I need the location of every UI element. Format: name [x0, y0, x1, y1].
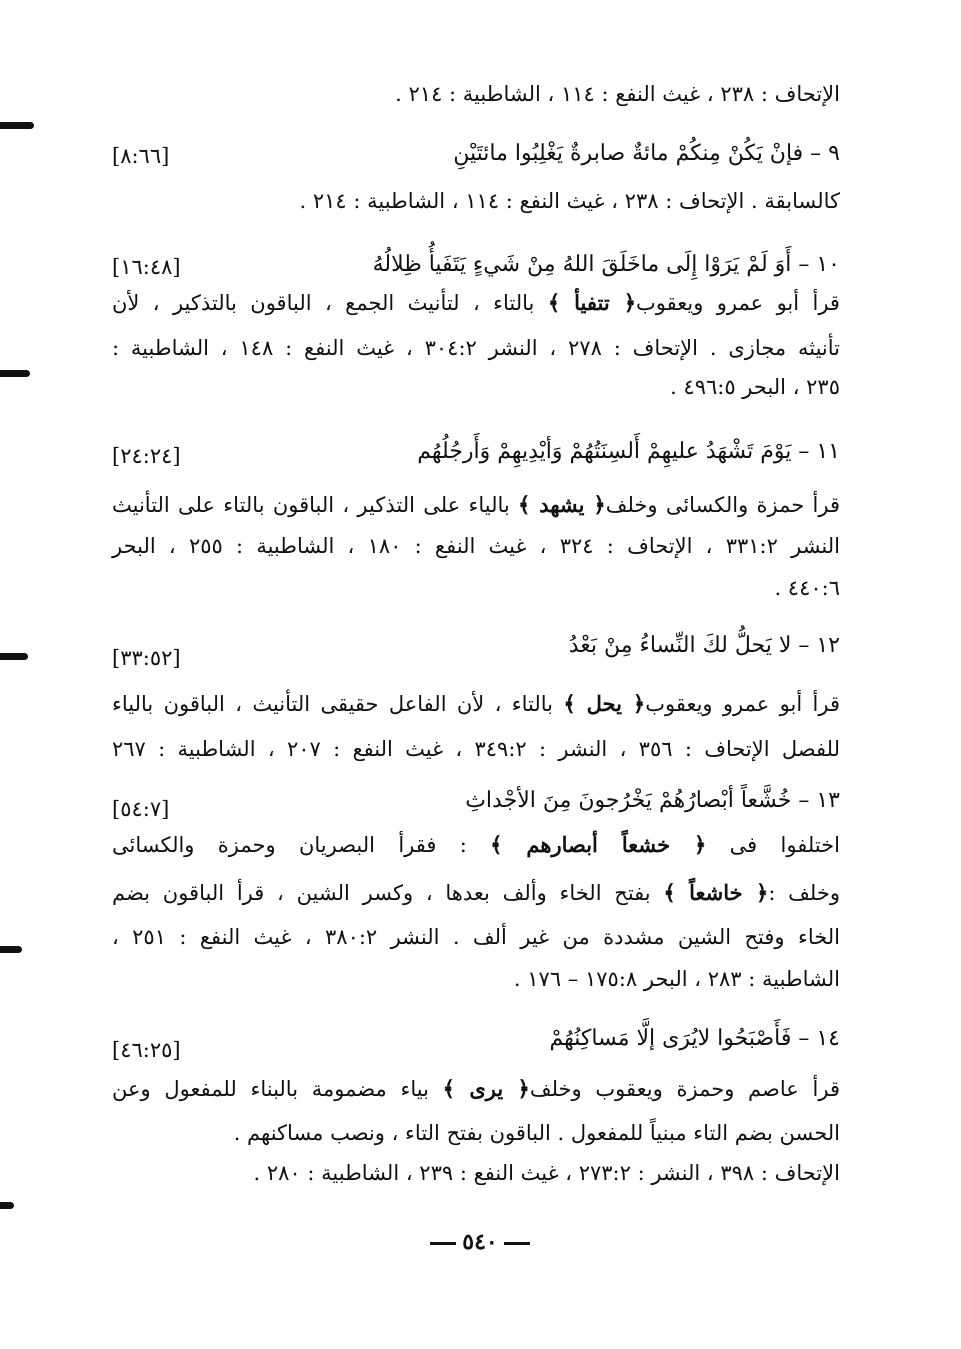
text-span: وخلف : [768, 881, 840, 905]
verse-reference: [٢٤:٢٤] [112, 444, 181, 468]
text-span: بالياء على التذكير ، الباقون بالتاء على التأنيث [112, 493, 510, 517]
text-line [112, 490, 840, 520]
quranic-word: ﴿ خشعاً أبصارهم ﴾ [490, 832, 707, 857]
quranic-word: ﴿ يحل ﴾ [563, 691, 646, 716]
verse-line: ١٤ – فَأَصْبَحُوا لايُرَى إلَّا مَساكِنُهُمْ [549, 1026, 840, 1051]
verse-line: ١٢ – لا يَحلُّ لكَ النِّساءُ مِنْ بَعْدُ [568, 633, 840, 658]
text-span: بياء مضمومة بالبناء للمفعول وعن [112, 1077, 429, 1101]
text-line: الخاء وفتح الشين مشددة من غير ألف . النشر ٣٨٠:٢ ، غيث النفع : ٢٥١ ، [112, 925, 840, 949]
text-span: قرأ أبو عمرو ويعقوب [636, 291, 840, 315]
text-span: قرأ عاصم وحمزة ويعقوب وخلف [529, 1077, 840, 1101]
text-line: الشاطبية : ٢٨٣ ، البحر ١٧٥:٨ – ١٧٦ . [513, 967, 840, 991]
margin-mark [0, 653, 28, 660]
quranic-word: ﴿ خاشعاً ﴾ [663, 880, 769, 905]
verse-line: ٩ – فإنْ يَكُنْ مِنكُمْ مائةٌ صابرةٌ يَغْلِبُوا مائتَيْنِ [453, 141, 840, 166]
quranic-word: ﴿ يشهد ﴾ [518, 492, 606, 517]
text-line: الحسن بضم التاء مبنياً للمفعول . الباقون بفتح التاء ، ونصب مساكنهم . [233, 1121, 840, 1145]
text-line [112, 878, 840, 908]
text-span: بالتاء ، لتأنيث الجمع ، الباقون بالتذكير ، لأن [112, 291, 535, 315]
text-line [112, 288, 840, 318]
text-line: للفصل الإتحاف : ٣٥٦ ، النشر : ٣٤٩:٢ ، غيث النفع : ٢٠٧ ، الشاطبية : ٢٦٧ [112, 737, 840, 761]
text-line: تأنيثه مجازى . الإتحاف : ٢٧٨ ، النشر ٣٠٤:٢ ، غيث النفع : ١٤٨ ، الشاطبية : [112, 336, 840, 360]
text-line: كالسابقة . الإتحاف : ٢٣٨ ، غيث النفع : ١١٤ ، الشاطبية : ٢١٤ . [299, 189, 840, 213]
text-line: النشر ٣٣١:٢ ، الإتحاف : ٣٢٤ ، غيث النفع : ١٨٠ ، الشاطبية : ٢٥٥ ، البحر [112, 534, 841, 558]
text-span: قرأ أبو عمرو ويعقوب [645, 692, 840, 716]
verse-reference: [٥٤:٧] [112, 797, 170, 821]
verse-reference: [١٦:٤٨] [112, 255, 181, 279]
text-line: ٤٤٠:٦ . [774, 576, 840, 600]
quranic-word: ﴿ يرى ﴾ [442, 1076, 530, 1101]
verse-line: ١٣ – خُشَّعاً أبْصارُهُمْ يَخْرُجونَ مِنَ الأجْداثِ [465, 788, 840, 813]
page-number: ٥٤٠ [380, 1229, 580, 1255]
verse-reference: [٨:٦٦] [112, 144, 170, 168]
verse-reference: [٤٦:٢٥] [112, 1038, 181, 1062]
text-line [112, 1074, 840, 1104]
text-line: ٢٣٥ ، البحر ٤٩٦:٥ . [670, 375, 840, 399]
verse-line: ١١ – يَوْمَ تَشْهَدُ عليهِمْ أَلسِنَتُهُمْ وَأيْدِيهِمْ وَأَرجُلُهُم [417, 439, 840, 464]
margin-mark [0, 1202, 14, 1209]
text-line [112, 830, 840, 860]
quranic-word: ﴿ تتفيأ ﴾ [547, 290, 637, 315]
text-line: الإتحاف : ٣٩٨ ، النشر : ٢٧٣:٢ ، غيث النفع : ٢٣٩ ، الشاطبية : ٢٨٠ . [253, 1161, 840, 1185]
margin-mark [0, 946, 22, 953]
text-line: الإتحاف : ٢٣٨ ، غيث النفع : ١١٤ ، الشاطبية : ٢١٤ . [395, 82, 840, 106]
text-span: بفتح الخاء وألف بعدها ، وكسر الشين ، قرأ الباقون بضم [112, 881, 651, 905]
text-span: قرأ حمزة والكسائى وخلف [605, 493, 840, 517]
text-line [112, 689, 840, 719]
margin-mark [0, 122, 34, 129]
margin-mark [0, 370, 30, 377]
text-span: اختلفوا فى [729, 833, 840, 857]
verse-line: ١٠ – أَوَ لَمْ يَرَوْا إِلَى ماخَلَقَ اللهُ مِنْ شَيءٍ يَتَفَيأُ ظِلالُهُ [372, 252, 840, 277]
text-span: بالتاء ، لأن الفاعل حقيقى التأنيث ، الباقون بالياء [112, 692, 553, 716]
verse-reference: [٣٣:٥٢] [112, 646, 181, 670]
text-span: : فقرأ البصريان وحمزة والكسائى [112, 833, 467, 857]
